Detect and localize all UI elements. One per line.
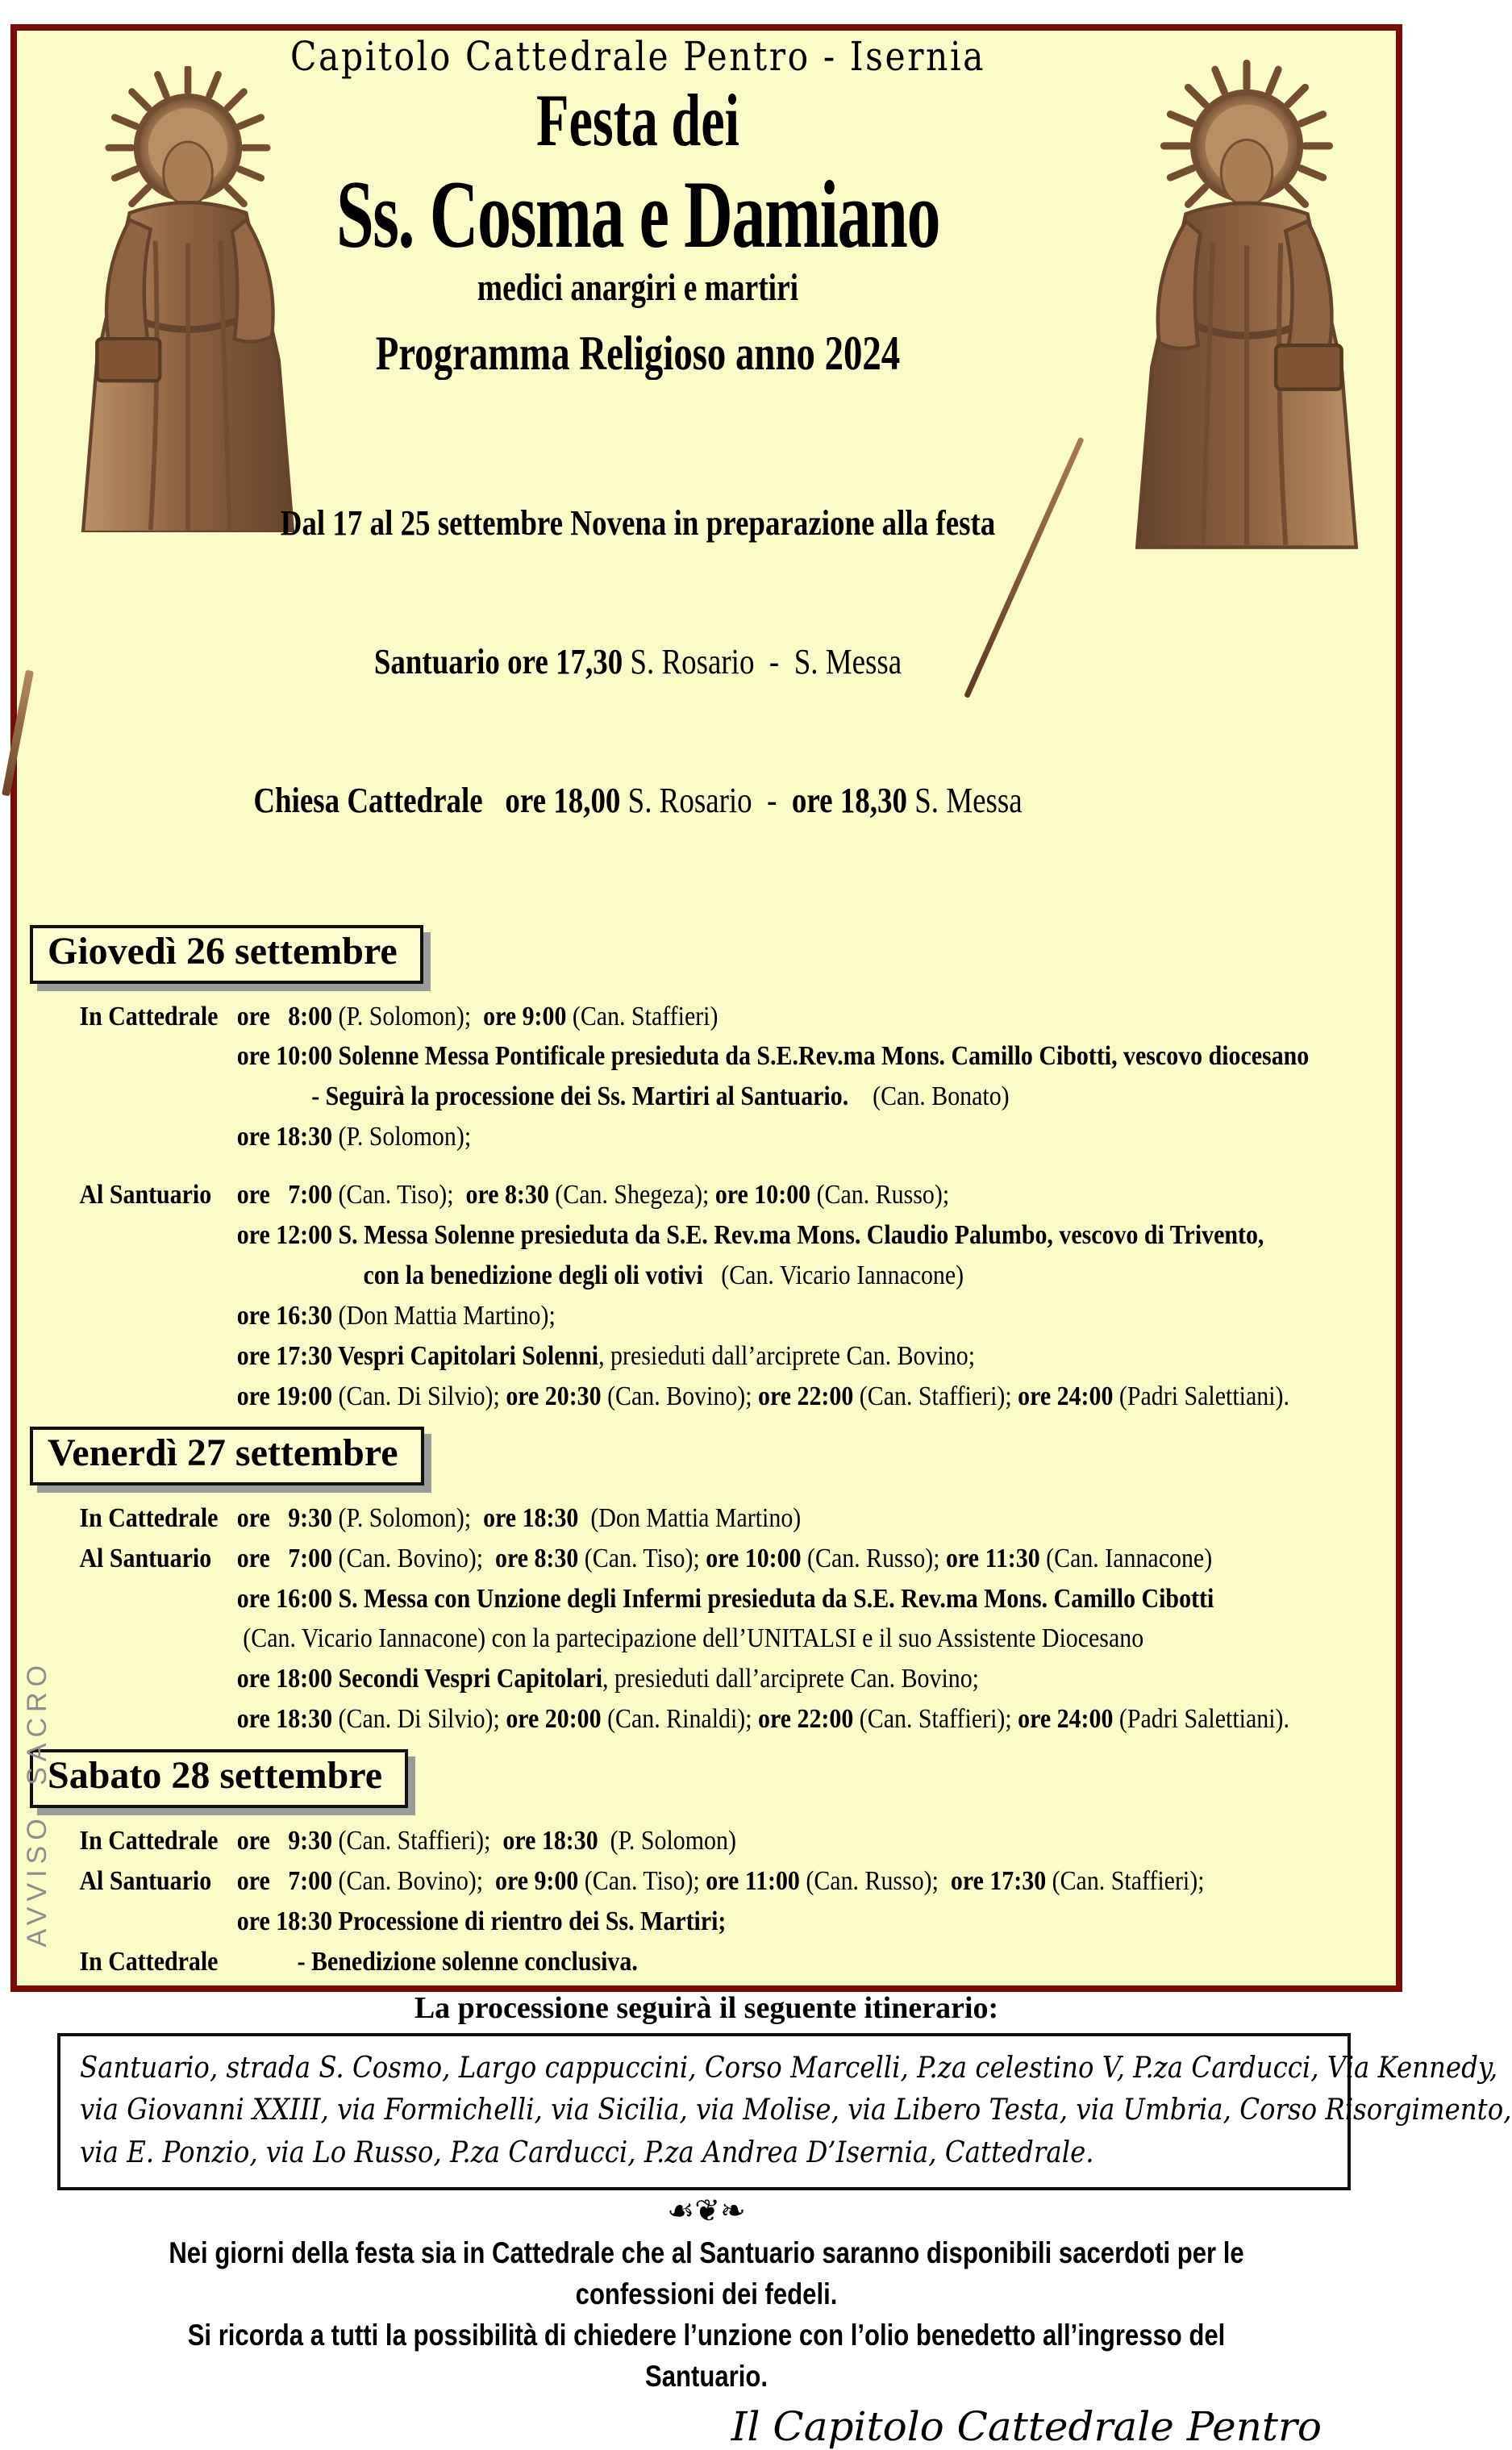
regular-text: S. Rosario - xyxy=(627,780,792,820)
regular-text: (Can. Vicario Iannacone) xyxy=(709,1260,964,1291)
row-content xyxy=(237,997,1396,1037)
confession-notes xyxy=(127,2232,1285,2397)
poster-frame xyxy=(10,24,1512,2450)
bold-text: ore 16:00 S. Messa con Unzione degli Infermi presieduta da S.E. Rev.ma Mons. Camillo Cibotti xyxy=(236,1583,1214,1614)
regular-text: (Don Mattia Martino); xyxy=(338,1301,556,1331)
schedule-row xyxy=(79,1377,1395,1417)
signature: Il Capitolo Cattedrale Pentro xyxy=(731,2402,1322,2450)
bold-text: ore 18,30 xyxy=(791,780,915,820)
regular-text: (Can. Staffieri) xyxy=(572,1001,719,1031)
regular-text: (Can. Bovino); xyxy=(338,1865,496,1896)
bold-text: ore 8:00 xyxy=(236,1001,339,1031)
days-container xyxy=(17,925,1396,1982)
location-label xyxy=(79,1036,236,1077)
bold-text: ore 11:30 xyxy=(946,1543,1047,1573)
row-content xyxy=(237,1175,1396,1215)
regular-text: (Padri Salettiani). xyxy=(1118,1704,1289,1735)
row-content xyxy=(237,1296,1396,1336)
regular-text: (Can. Rinaldi); xyxy=(607,1704,759,1735)
procession-route-box xyxy=(57,2033,1512,2190)
bold-text: ore 17:30 Vespri Capitolari Solenni xyxy=(236,1341,599,1372)
schedule-row xyxy=(79,1296,1395,1336)
schedule-row xyxy=(79,997,1395,1037)
regular-text: (Can. Bonato) xyxy=(848,1081,1010,1112)
regular-text: (P. Solomon); xyxy=(338,1122,472,1152)
location-label xyxy=(79,1296,236,1336)
fleuron-ornament-icon: ☙❦❧ xyxy=(667,2194,746,2228)
procession-route-heading: La processione seguirà il seguente itinerario: xyxy=(414,1990,999,2025)
itinerary-line: via Giovanni XXIII, via Formichelli, via Sicilia, via Molise, via Libero Testa, via Umbria, Corso Risorgimento, xyxy=(80,2094,1512,2127)
regular-text: (Can. Tiso); xyxy=(584,1543,706,1573)
bold-text: ore 18:30 xyxy=(502,1825,610,1856)
location-label: In Cattedrale xyxy=(79,1502,219,1533)
novena-block xyxy=(116,408,1160,915)
row-content xyxy=(237,1619,1396,1659)
bold-text: ore 11:00 xyxy=(706,1865,806,1896)
location-label xyxy=(79,1579,236,1619)
regular-text: (Can. Staffieri); xyxy=(859,1381,1018,1412)
novena-line1 xyxy=(116,500,1160,546)
saints-subtitle: medici anargiri e martiri xyxy=(477,265,799,309)
schedule-row xyxy=(79,1256,1395,1296)
regular-text: (Can. Shegeza); xyxy=(555,1180,715,1210)
bold-text: ore 22:00 xyxy=(758,1381,860,1412)
day-header: Sabato 28 settembre xyxy=(30,1749,408,1807)
location-label: Al Santuario xyxy=(79,1865,212,1896)
note-line2: Si ricorda a tutti la possibilità di chiedere l’unzione con l’olio benedetto all’ingresso del Santuario. xyxy=(187,2318,1226,2393)
schedule-row xyxy=(79,1861,1395,1902)
row-content xyxy=(237,1861,1396,1902)
row-content xyxy=(237,1699,1396,1740)
regular-text: (P. Solomon); xyxy=(338,1502,484,1533)
day-rows xyxy=(17,997,1395,1418)
row-content xyxy=(237,1498,1396,1539)
bold-text: ore 18:00 Secondi Vespri Capitolari xyxy=(236,1664,603,1694)
schedule-row xyxy=(79,1077,1395,1117)
regular-text: (P. Solomon) xyxy=(610,1825,736,1856)
schedule-row xyxy=(79,1902,1395,1942)
organization-title: Capitolo Cattedrale Pentro - Isernia xyxy=(289,33,986,80)
regular-text: (Can. Di Silvio); xyxy=(338,1381,506,1412)
location-label: Al Santuario xyxy=(79,1543,212,1573)
schedule-row xyxy=(79,1117,1395,1157)
bold-text: con la benedizione degli oli votivi xyxy=(363,1260,710,1291)
bold-text: ore 12:00 S. Messa Solenne presieduta da S.E. Rev.ma Mons. Claudio Palumbo, vescovo di Trivento, xyxy=(236,1220,1264,1251)
regular-text: (Don Mattia Martino) xyxy=(590,1502,802,1533)
schedule-row xyxy=(79,1942,1395,1982)
bold-text: ore 20:30 xyxy=(506,1381,608,1412)
regular-text: (Can. Tiso); xyxy=(584,1865,706,1896)
bold-text: Santuario xyxy=(373,641,508,681)
note-line1: Nei giorni della festa sia in Cattedrale che al Santuario saranno disponibili sacerdoti per le confessioni dei fedeli. xyxy=(169,2235,1244,2310)
day-rows xyxy=(17,1821,1395,1982)
schedule-row xyxy=(79,1175,1395,1215)
regular-text: (Can. Tiso); xyxy=(338,1180,466,1210)
bold-text: ore 18:30 Processione di rientro dei Ss. Martiri; xyxy=(236,1906,727,1936)
poster-header xyxy=(17,34,1396,915)
bold-text: ore 9:30 xyxy=(236,1825,339,1856)
row-content xyxy=(237,1942,1396,1982)
regular-text: (Can. Vicario Iannacone) con la partecipazione dell’UNITALSI e il suo Assistente Diocesano xyxy=(236,1623,1144,1654)
row-content xyxy=(237,1377,1396,1417)
schedule-row xyxy=(79,1821,1395,1861)
day-header: Venerdì 27 settembre xyxy=(30,1427,424,1485)
row-content xyxy=(237,1215,1396,1256)
schedule-row xyxy=(79,1336,1395,1377)
regular-text: (Padri Salettiani). xyxy=(1118,1381,1289,1412)
bold-text: ore 7:00 xyxy=(236,1543,339,1573)
regular-text: , presieduti dall’arciprete Can. Bovino; xyxy=(602,1664,979,1694)
schedule-row xyxy=(79,1215,1395,1256)
regular-text: (Can. Russo); xyxy=(806,1865,951,1896)
bold-text: ore 10:00 xyxy=(714,1180,817,1210)
location-label xyxy=(79,1659,236,1699)
schedule-row xyxy=(79,1579,1395,1619)
schedule-row xyxy=(79,1498,1395,1539)
festival-title-line1: Festa dei xyxy=(535,78,740,161)
bold-text: ore 9:00 xyxy=(495,1865,585,1896)
bold-text: ore 9:30 xyxy=(236,1502,339,1533)
bold-text: ore 24:00 xyxy=(1018,1381,1119,1412)
regular-text: (Can. Staffieri); xyxy=(859,1704,1018,1735)
bold-text: ore 8:30 xyxy=(495,1543,585,1573)
bold-text: ore 8:30 xyxy=(465,1180,556,1210)
schedule-row xyxy=(79,1036,1395,1077)
row-content xyxy=(237,1256,1396,1296)
regular-text: , presieduti dall’arciprete Can. Bovino; xyxy=(598,1341,976,1372)
location-label: In Cattedrale xyxy=(79,1825,219,1856)
location-label: In Cattedrale xyxy=(79,1001,219,1031)
bold-text: ore 10:00 Solenne Messa Pontificale presieduta da S.E.Rev.ma Mons. Camillo Cibotti, vescovo diocesano xyxy=(236,1041,1310,1072)
row-content xyxy=(237,1659,1396,1699)
location-label: Al Santuario xyxy=(79,1180,212,1210)
regular-text: (P. Solomon); xyxy=(338,1001,484,1031)
day-header: Giovedì 26 settembre xyxy=(30,925,423,983)
bold-text: Chiesa Cattedrale xyxy=(253,780,506,820)
location-label xyxy=(79,1117,236,1157)
regular-text: (Can. Staffieri); xyxy=(338,1825,503,1856)
bold-text: ore 9:00 xyxy=(483,1001,573,1031)
bold-text: ore 22:00 xyxy=(758,1704,860,1735)
schedule-row xyxy=(79,1539,1395,1579)
location-label xyxy=(79,1215,236,1256)
festival-title-line2: Ss. Cosma e Damiano xyxy=(335,160,940,268)
bold-text: ore 7:00 xyxy=(236,1180,339,1210)
bold-text: ore 18,00 xyxy=(505,780,628,820)
bold-text: - Benedizione solenne conclusiva. xyxy=(236,1946,638,1977)
program-title: Programma Religioso anno 2024 xyxy=(375,327,901,381)
row-content xyxy=(237,1902,1396,1942)
regular-text: S. Rosario - S. Messa xyxy=(630,641,902,681)
location-label xyxy=(79,1336,236,1377)
itinerary-line: via E. Ponzio, via Lo Russo, P.za Carducci, P.za Andrea D’Isernia, Cattedrale. xyxy=(80,2135,1094,2169)
novena-line2 xyxy=(116,639,1160,685)
regular-text: (Can. Bovino); xyxy=(607,1381,759,1412)
regular-text: (Can. Bovino); xyxy=(338,1543,496,1573)
location-label: In Cattedrale xyxy=(79,1946,219,1977)
bold-text: ore 19:00 xyxy=(236,1381,339,1412)
regular-text: (Can. Staffieri); xyxy=(1052,1865,1205,1896)
row-content xyxy=(237,1036,1396,1077)
row-content xyxy=(237,1539,1396,1579)
bold-text: ore 18:30 xyxy=(483,1502,591,1533)
location-label xyxy=(79,1699,236,1740)
location-label xyxy=(79,1377,236,1417)
location-label xyxy=(79,1902,236,1942)
regular-text: (Can. Di Silvio); xyxy=(338,1704,506,1735)
regular-text: (Can. Iannacone) xyxy=(1046,1543,1213,1573)
bold-text: ore 16:30 xyxy=(236,1301,339,1331)
bold-text: Dal 17 al 25 settembre Novena in preparazione alla festa xyxy=(280,503,996,544)
location-label xyxy=(79,1619,236,1659)
row-content xyxy=(237,1117,1396,1157)
row-content xyxy=(237,1579,1396,1619)
row-content xyxy=(237,1077,1396,1117)
bold-text: ore 17,30 xyxy=(507,641,631,681)
schedule-row xyxy=(79,1659,1395,1699)
bold-text: ore 18:30 xyxy=(236,1122,339,1152)
itinerary-line: Santuario, strada S. Cosmo, Largo cappuccini, Corso Marcelli, P.za celestino V, P.za Carducci, Via Kennedy, xyxy=(80,2052,1498,2085)
day-section xyxy=(17,925,1396,1417)
row-content xyxy=(237,1336,1396,1377)
day-section xyxy=(17,1749,1396,1981)
location-label xyxy=(79,1256,236,1296)
schedule-row xyxy=(79,1699,1395,1740)
bold-text: ore 24:00 xyxy=(1018,1704,1119,1735)
bold-text: ore 7:00 xyxy=(236,1865,339,1896)
bold-text: ore 20:00 xyxy=(506,1704,608,1735)
poster-content xyxy=(17,31,1512,2450)
regular-text: S. Messa xyxy=(914,780,1023,820)
row-content xyxy=(237,1821,1396,1861)
bold-text: ore 10:00 xyxy=(706,1543,808,1573)
bold-text: - Seguirà la processione dei Ss. Martiri al Santuario. xyxy=(311,1081,849,1112)
bold-text: ore 18:30 xyxy=(236,1704,339,1735)
schedule-row xyxy=(79,1619,1395,1659)
avviso-sacro-vertical-label: AVVISO SACRO xyxy=(22,1659,52,1947)
regular-text: (Can. Russo); xyxy=(816,1180,950,1210)
itinerary-lines xyxy=(80,2048,1512,2174)
novena-line3 xyxy=(116,777,1160,823)
location-label xyxy=(79,1077,236,1117)
regular-text: (Can. Russo); xyxy=(807,1543,947,1573)
bold-text: ore 17:30 xyxy=(950,1865,1052,1896)
day-rows xyxy=(17,1498,1395,1740)
day-section xyxy=(17,1427,1396,1740)
